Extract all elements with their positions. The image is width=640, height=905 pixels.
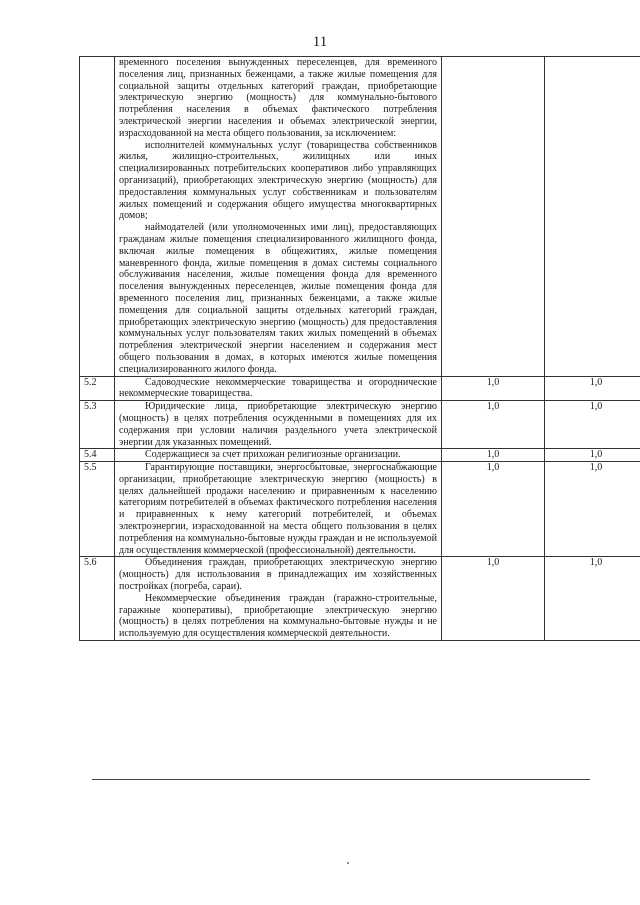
row-number-cell: [80, 57, 115, 377]
row-number: 5.2: [80, 376, 115, 401]
table-row-continuation: [80, 57, 640, 377]
row-description-cell: [115, 401, 442, 449]
table-row: [80, 557, 640, 641]
paragraph: Садоводческие некоммерческие товарищества и огороднические некоммерческие товарищества.: [119, 376, 437, 400]
row-number: 5.6: [80, 557, 115, 641]
value-cell-2: 1,0: [545, 557, 640, 641]
paragraph: исполнителей коммунальных услуг (товарищества собственников жилья, жилищно-строительных, жилищных или иных специализированных потребительских кооперативов либо управляющих организаций), приобретающих электрическую энергию (мощность) для предоставления коммунальных услуг собственникам и пользователям жилых помещений и содержания общего имущества многоквартирных домов;: [119, 139, 437, 222]
table-row: [80, 376, 640, 401]
value-cell-2: [545, 57, 640, 377]
page-number: 11: [312, 34, 328, 50]
paragraph: Объединения граждан, приобретающих электрическую энергию (мощность) для использования в принадлежащих им хозяйственных постройках (погреба, сараи).: [119, 557, 437, 593]
paragraph: Юридические лица, приобретающие электрическую энергию (мощность) в целях потребления осужденными в помещениях для их содержания при условии наличия раздельного учета электрической энергии для указанных помещений.: [119, 401, 437, 448]
value-cell-1: 1,0: [442, 401, 545, 449]
footer-rule: [92, 779, 590, 780]
value-cell-1: 1,0: [442, 376, 545, 401]
value-cell-1: 1,0: [442, 449, 545, 462]
value-cell-2: 1,0: [545, 462, 640, 557]
paragraph: Содержащиеся за счет прихожан религиозные организации.: [145, 449, 401, 461]
row-description-cell: [115, 57, 442, 377]
table-row: [80, 449, 640, 462]
row-description-cell: [115, 376, 442, 401]
scan-speck: [347, 862, 349, 864]
paragraph: Некоммерческие объединения граждан (гаражно-строительные, гаражные кооперативы), приобретающие электрическую энергию (мощность) в целях потребления на коммунально-бытовые нужды и не используемую для осуществления коммерческой деятельности.: [119, 592, 437, 640]
paragraph: временного поселения вынужденных переселенцев, для временного поселения лиц, признанных беженцами, а также жилые помещения для социальной защиты отдельных категорий граждан, приобретающие электрическую энергию (мощность) для коммунально-бытового потребления населения в объемах фактического потребления электрической энергии населения и объемах электрической энергии, израсходованной на места общего пользования, за исключением:: [119, 57, 437, 139]
paragraph: Гарантирующие поставщики, энергосбытовые, энергоснабжающие организации, приобретающие электрическую энергию (мощность) в целях дальнейшей продажи населению и приравненным к населению категориям потребителей в объемах фактического потребления населения и приравненных к нему категорий потребителей, и объемах электроэнергии, израсходованной на места общего пользования в целях потребления на коммунально-бытовые нужды граждан и не используемой для осуществления коммерческой (профессиональной) деятельности.: [119, 462, 437, 556]
value-cell-1: 1,0: [442, 462, 545, 557]
table-row: [80, 462, 640, 557]
row-description-cell: [115, 557, 442, 641]
table-row: [80, 401, 640, 449]
value-cell-2: 1,0: [545, 376, 640, 401]
row-number: 5.5: [80, 462, 115, 557]
row-number: 5.4: [80, 449, 115, 462]
value-cell-1: [442, 57, 545, 377]
row-description-cell: [115, 462, 442, 557]
value-cell-1: 1,0: [442, 557, 545, 641]
paragraph: наймодателей (или уполномоченных ими лиц), предоставляющих гражданам жилые помещения специализированного жилищного фонда, включая жилые помещения в общежитиях, жилые помещения маневренного фонда, жилые помещения в домах системы социального обслуживания населения, жилые помещения фонда для временного поселения вынужденных переселенцев, жилые помещения фонда для временного поселения лиц, признанных беженцами, а также жилые помещения для социальной защиты отдельных категорий граждан, приобретающих электрическую энергию (мощность) для предоставления коммунальных услуг пользователям таких жилых помещений в объемах потребления электрической энергии населением и содержания мест общего пользования в домах, в которых имеются жилые помещения специализированного жилого фонда.: [119, 222, 437, 375]
value-cell-2: 1,0: [545, 449, 640, 462]
tariff-table: [79, 56, 640, 641]
row-number: 5.3: [80, 401, 115, 449]
row-description-cell: [115, 449, 442, 462]
value-cell-2: 1,0: [545, 401, 640, 449]
